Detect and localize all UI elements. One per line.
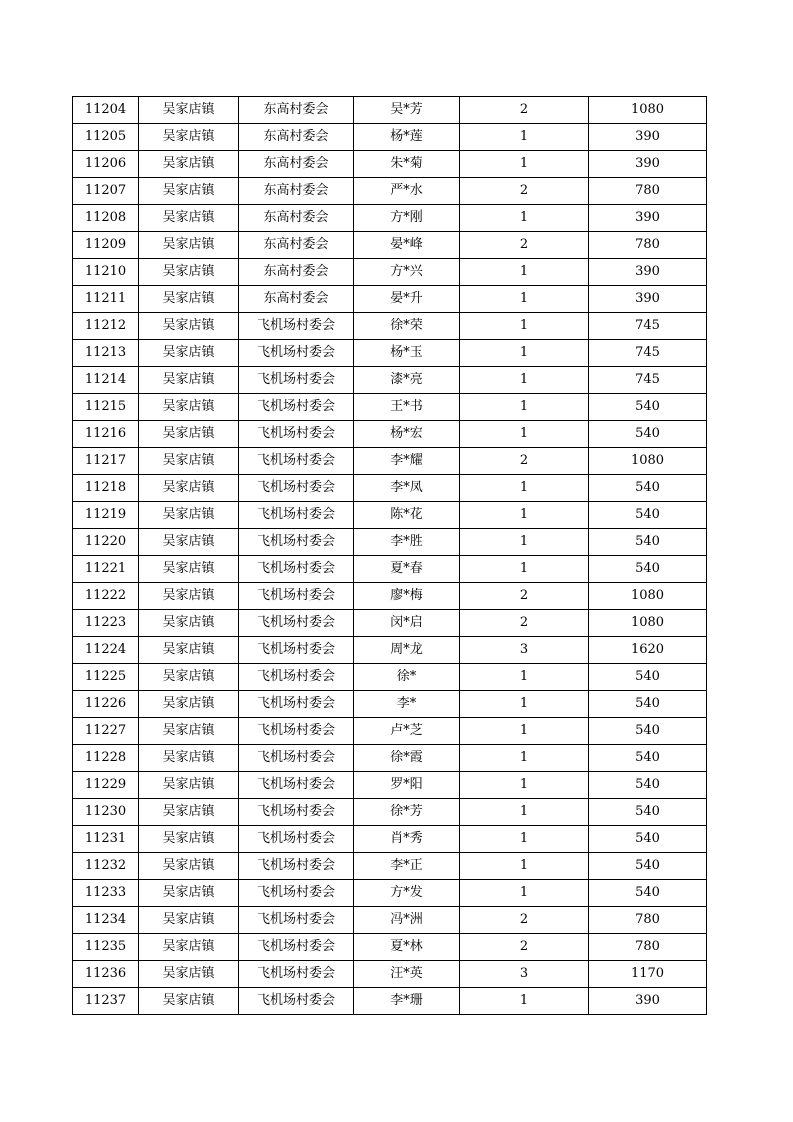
cell-name: 严*水 — [354, 178, 460, 205]
cell-town: 吴家店镇 — [139, 178, 239, 205]
cell-name: 汪*英 — [354, 961, 460, 988]
cell-village: 东高村委会 — [239, 205, 354, 232]
cell-village: 飞机场村委会 — [239, 475, 354, 502]
cell-count: 1 — [460, 826, 589, 853]
cell-count: 1 — [460, 259, 589, 286]
cell-name: 徐*荣 — [354, 313, 460, 340]
cell-id: 11235 — [73, 934, 139, 961]
table-row — [73, 880, 707, 907]
cell-id: 11225 — [73, 664, 139, 691]
cell-name: 徐*芳 — [354, 799, 460, 826]
cell-name: 方*刚 — [354, 205, 460, 232]
cell-town: 吴家店镇 — [139, 610, 239, 637]
cell-id: 11221 — [73, 556, 139, 583]
cell-amount: 780 — [589, 907, 707, 934]
cell-amount: 745 — [589, 313, 707, 340]
table-row — [73, 637, 707, 664]
cell-id: 11215 — [73, 394, 139, 421]
cell-name: 晏*升 — [354, 286, 460, 313]
cell-count: 1 — [460, 340, 589, 367]
cell-count: 2 — [460, 934, 589, 961]
table-row — [73, 178, 707, 205]
cell-count: 1 — [460, 475, 589, 502]
table-row — [73, 826, 707, 853]
table-row — [73, 367, 707, 394]
cell-amount: 780 — [589, 934, 707, 961]
table-row — [73, 502, 707, 529]
cell-village: 飞机场村委会 — [239, 691, 354, 718]
table-row — [73, 988, 707, 1015]
cell-id: 11223 — [73, 610, 139, 637]
cell-village: 东高村委会 — [239, 178, 354, 205]
cell-count: 1 — [460, 313, 589, 340]
cell-amount: 540 — [589, 853, 707, 880]
cell-count: 2 — [460, 448, 589, 475]
table-row — [73, 124, 707, 151]
table-row — [73, 232, 707, 259]
cell-id: 11209 — [73, 232, 139, 259]
cell-town: 吴家店镇 — [139, 799, 239, 826]
cell-town: 吴家店镇 — [139, 880, 239, 907]
cell-id: 11216 — [73, 421, 139, 448]
cell-id: 11233 — [73, 880, 139, 907]
cell-amount: 390 — [589, 124, 707, 151]
table-body — [73, 97, 707, 1015]
cell-village: 飞机场村委会 — [239, 610, 354, 637]
cell-town: 吴家店镇 — [139, 664, 239, 691]
table-row — [73, 205, 707, 232]
table-row — [73, 934, 707, 961]
cell-name: 杨*莲 — [354, 124, 460, 151]
cell-id: 11236 — [73, 961, 139, 988]
cell-amount: 1080 — [589, 448, 707, 475]
cell-village: 飞机场村委会 — [239, 340, 354, 367]
cell-town: 吴家店镇 — [139, 502, 239, 529]
cell-id: 11211 — [73, 286, 139, 313]
cell-amount: 540 — [589, 691, 707, 718]
table-row — [73, 448, 707, 475]
table-row — [73, 610, 707, 637]
cell-amount: 390 — [589, 151, 707, 178]
cell-count: 2 — [460, 97, 589, 124]
table-row — [73, 340, 707, 367]
cell-town: 吴家店镇 — [139, 529, 239, 556]
cell-count: 1 — [460, 880, 589, 907]
cell-town: 吴家店镇 — [139, 772, 239, 799]
cell-village: 飞机场村委会 — [239, 826, 354, 853]
cell-id: 11208 — [73, 205, 139, 232]
cell-name: 闵*启 — [354, 610, 460, 637]
cell-name: 陈*花 — [354, 502, 460, 529]
cell-amount: 390 — [589, 988, 707, 1015]
cell-village: 东高村委会 — [239, 286, 354, 313]
cell-id: 11217 — [73, 448, 139, 475]
cell-village: 飞机场村委会 — [239, 448, 354, 475]
cell-count: 3 — [460, 961, 589, 988]
table-row — [73, 718, 707, 745]
cell-name: 冯*洲 — [354, 907, 460, 934]
cell-count: 1 — [460, 151, 589, 178]
cell-town: 吴家店镇 — [139, 421, 239, 448]
cell-amount: 540 — [589, 718, 707, 745]
cell-count: 1 — [460, 394, 589, 421]
cell-id: 11210 — [73, 259, 139, 286]
cell-count: 1 — [460, 691, 589, 718]
cell-id: 11218 — [73, 475, 139, 502]
document-page — [72, 96, 706, 1015]
cell-amount: 540 — [589, 745, 707, 772]
data-table — [72, 96, 707, 1015]
cell-village: 东高村委会 — [239, 124, 354, 151]
cell-amount: 540 — [589, 529, 707, 556]
cell-village: 东高村委会 — [239, 232, 354, 259]
cell-count: 1 — [460, 664, 589, 691]
cell-town: 吴家店镇 — [139, 745, 239, 772]
cell-id: 11231 — [73, 826, 139, 853]
cell-amount: 540 — [589, 394, 707, 421]
cell-id: 11204 — [73, 97, 139, 124]
cell-village: 飞机场村委会 — [239, 367, 354, 394]
table-row — [73, 421, 707, 448]
table-row — [73, 961, 707, 988]
cell-village: 飞机场村委会 — [239, 880, 354, 907]
cell-count: 2 — [460, 583, 589, 610]
cell-village: 飞机场村委会 — [239, 583, 354, 610]
cell-amount: 540 — [589, 475, 707, 502]
cell-village: 飞机场村委会 — [239, 556, 354, 583]
cell-village: 飞机场村委会 — [239, 961, 354, 988]
cell-id: 11228 — [73, 745, 139, 772]
cell-town: 吴家店镇 — [139, 205, 239, 232]
cell-town: 吴家店镇 — [139, 151, 239, 178]
cell-village: 飞机场村委会 — [239, 664, 354, 691]
table-row — [73, 151, 707, 178]
cell-id: 11222 — [73, 583, 139, 610]
cell-name: 李*耀 — [354, 448, 460, 475]
cell-town: 吴家店镇 — [139, 313, 239, 340]
cell-amount: 540 — [589, 664, 707, 691]
cell-town: 吴家店镇 — [139, 556, 239, 583]
table-row — [73, 475, 707, 502]
cell-count: 1 — [460, 205, 589, 232]
cell-id: 11214 — [73, 367, 139, 394]
cell-town: 吴家店镇 — [139, 367, 239, 394]
cell-name: 夏*春 — [354, 556, 460, 583]
cell-village: 飞机场村委会 — [239, 988, 354, 1015]
cell-village: 飞机场村委会 — [239, 529, 354, 556]
cell-village: 东高村委会 — [239, 259, 354, 286]
cell-id: 11226 — [73, 691, 139, 718]
cell-id: 11232 — [73, 853, 139, 880]
cell-count: 1 — [460, 529, 589, 556]
cell-name: 方*发 — [354, 880, 460, 907]
cell-village: 飞机场村委会 — [239, 394, 354, 421]
cell-name: 晏*峰 — [354, 232, 460, 259]
cell-amount: 390 — [589, 286, 707, 313]
cell-name: 李* — [354, 691, 460, 718]
cell-amount: 1080 — [589, 583, 707, 610]
table-row — [73, 772, 707, 799]
cell-id: 11224 — [73, 637, 139, 664]
cell-village: 飞机场村委会 — [239, 799, 354, 826]
cell-town: 吴家店镇 — [139, 637, 239, 664]
cell-town: 吴家店镇 — [139, 259, 239, 286]
cell-village: 飞机场村委会 — [239, 313, 354, 340]
cell-name: 徐*霞 — [354, 745, 460, 772]
cell-name: 卢*芝 — [354, 718, 460, 745]
cell-town: 吴家店镇 — [139, 286, 239, 313]
cell-name: 方*兴 — [354, 259, 460, 286]
cell-name: 周*龙 — [354, 637, 460, 664]
cell-id: 11205 — [73, 124, 139, 151]
cell-count: 1 — [460, 745, 589, 772]
cell-id: 11212 — [73, 313, 139, 340]
cell-count: 1 — [460, 502, 589, 529]
cell-amount: 745 — [589, 367, 707, 394]
cell-town: 吴家店镇 — [139, 448, 239, 475]
table-row — [73, 259, 707, 286]
cell-name: 朱*菊 — [354, 151, 460, 178]
cell-amount: 1170 — [589, 961, 707, 988]
cell-count: 1 — [460, 772, 589, 799]
cell-id: 11230 — [73, 799, 139, 826]
cell-town: 吴家店镇 — [139, 475, 239, 502]
cell-count: 1 — [460, 124, 589, 151]
cell-id: 11219 — [73, 502, 139, 529]
cell-village: 飞机场村委会 — [239, 934, 354, 961]
cell-village: 飞机场村委会 — [239, 637, 354, 664]
cell-amount: 540 — [589, 799, 707, 826]
cell-town: 吴家店镇 — [139, 97, 239, 124]
cell-id: 11207 — [73, 178, 139, 205]
cell-amount: 1080 — [589, 610, 707, 637]
cell-town: 吴家店镇 — [139, 988, 239, 1015]
cell-town: 吴家店镇 — [139, 583, 239, 610]
cell-id: 11234 — [73, 907, 139, 934]
cell-name: 吴*芳 — [354, 97, 460, 124]
cell-amount: 540 — [589, 826, 707, 853]
cell-name: 李*凤 — [354, 475, 460, 502]
cell-village: 东高村委会 — [239, 151, 354, 178]
table-row — [73, 394, 707, 421]
table-row — [73, 745, 707, 772]
table-row — [73, 691, 707, 718]
cell-village: 飞机场村委会 — [239, 853, 354, 880]
cell-name: 杨*玉 — [354, 340, 460, 367]
cell-amount: 1620 — [589, 637, 707, 664]
table-row — [73, 664, 707, 691]
cell-name: 肖*秀 — [354, 826, 460, 853]
cell-amount: 390 — [589, 205, 707, 232]
cell-town: 吴家店镇 — [139, 934, 239, 961]
cell-name: 漆*亮 — [354, 367, 460, 394]
cell-amount: 780 — [589, 178, 707, 205]
cell-town: 吴家店镇 — [139, 691, 239, 718]
table-row — [73, 907, 707, 934]
cell-count: 1 — [460, 988, 589, 1015]
cell-count: 1 — [460, 286, 589, 313]
cell-id: 11213 — [73, 340, 139, 367]
cell-town: 吴家店镇 — [139, 232, 239, 259]
cell-village: 飞机场村委会 — [239, 718, 354, 745]
table-row — [73, 853, 707, 880]
cell-id: 11227 — [73, 718, 139, 745]
cell-name: 杨*宏 — [354, 421, 460, 448]
cell-amount: 540 — [589, 880, 707, 907]
cell-town: 吴家店镇 — [139, 718, 239, 745]
cell-id: 11229 — [73, 772, 139, 799]
cell-amount: 540 — [589, 421, 707, 448]
cell-village: 飞机场村委会 — [239, 907, 354, 934]
table-row — [73, 97, 707, 124]
cell-village: 东高村委会 — [239, 97, 354, 124]
cell-amount: 540 — [589, 556, 707, 583]
cell-count: 1 — [460, 718, 589, 745]
cell-town: 吴家店镇 — [139, 826, 239, 853]
cell-name: 李*胜 — [354, 529, 460, 556]
cell-count: 1 — [460, 853, 589, 880]
cell-town: 吴家店镇 — [139, 961, 239, 988]
cell-count: 3 — [460, 637, 589, 664]
table-row — [73, 286, 707, 313]
cell-amount: 1080 — [589, 97, 707, 124]
cell-amount: 540 — [589, 502, 707, 529]
cell-town: 吴家店镇 — [139, 907, 239, 934]
cell-town: 吴家店镇 — [139, 340, 239, 367]
cell-name: 徐* — [354, 664, 460, 691]
cell-count: 1 — [460, 799, 589, 826]
cell-name: 廖*梅 — [354, 583, 460, 610]
cell-name: 王*书 — [354, 394, 460, 421]
table-row — [73, 529, 707, 556]
cell-amount: 745 — [589, 340, 707, 367]
cell-id: 11220 — [73, 529, 139, 556]
cell-village: 飞机场村委会 — [239, 502, 354, 529]
cell-count: 2 — [460, 907, 589, 934]
cell-id: 11206 — [73, 151, 139, 178]
cell-town: 吴家店镇 — [139, 124, 239, 151]
cell-village: 飞机场村委会 — [239, 745, 354, 772]
table-row — [73, 313, 707, 340]
cell-village: 飞机场村委会 — [239, 772, 354, 799]
cell-count: 2 — [460, 610, 589, 637]
cell-village: 飞机场村委会 — [239, 421, 354, 448]
cell-town: 吴家店镇 — [139, 394, 239, 421]
table-row — [73, 799, 707, 826]
table-row — [73, 583, 707, 610]
cell-count: 2 — [460, 232, 589, 259]
cell-town: 吴家店镇 — [139, 853, 239, 880]
cell-count: 2 — [460, 178, 589, 205]
cell-amount: 390 — [589, 259, 707, 286]
cell-amount: 780 — [589, 232, 707, 259]
cell-amount: 540 — [589, 772, 707, 799]
cell-name: 罗*阳 — [354, 772, 460, 799]
cell-count: 1 — [460, 421, 589, 448]
cell-id: 11237 — [73, 988, 139, 1015]
cell-name: 夏*林 — [354, 934, 460, 961]
cell-count: 1 — [460, 367, 589, 394]
cell-name: 李*珊 — [354, 988, 460, 1015]
cell-count: 1 — [460, 556, 589, 583]
table-row — [73, 556, 707, 583]
cell-name: 李*正 — [354, 853, 460, 880]
